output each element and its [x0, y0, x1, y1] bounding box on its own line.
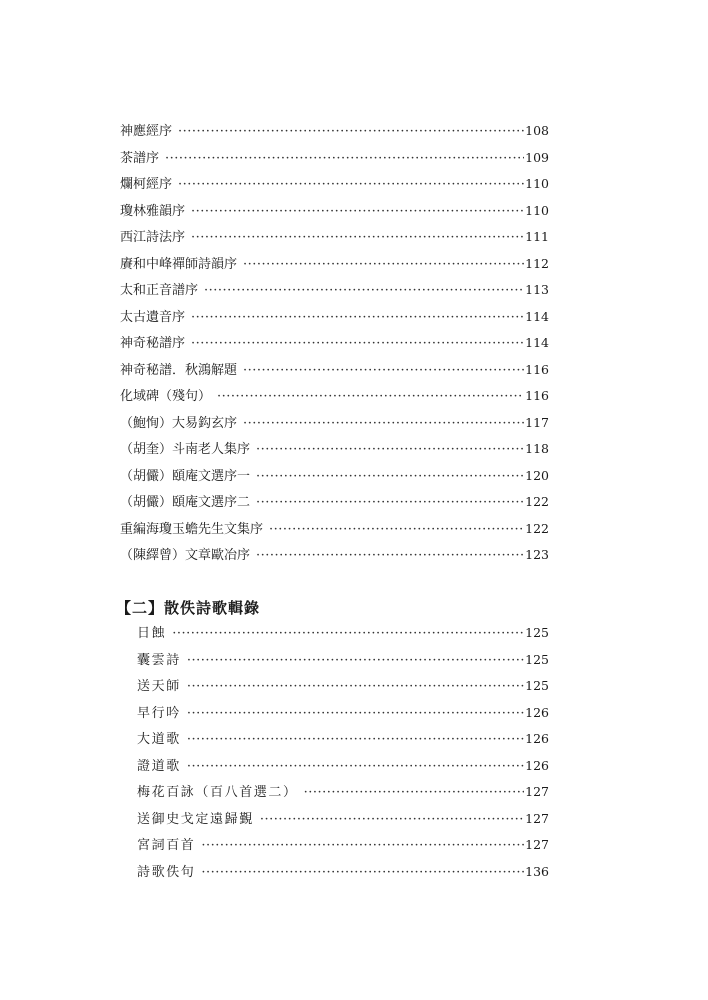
- toc-entry-title: 神奇秘譜序: [120, 336, 186, 351]
- toc-entry-page: 111: [525, 229, 549, 244]
- leader-dots: [243, 254, 524, 276]
- leader-dots: [217, 386, 524, 408]
- leader-dots: [187, 703, 524, 725]
- toc-entry: [137, 861, 549, 883]
- toc-entry-title: 大道歌: [137, 732, 181, 747]
- toc-entry-title: 神奇秘譜．秋鴻解題: [120, 362, 238, 378]
- leader-dots: [187, 729, 524, 751]
- toc-entry-page: 125: [525, 678, 549, 693]
- toc-entry-title: （胡儼）頤庵文選序二: [120, 495, 251, 510]
- toc-entry: [120, 412, 549, 434]
- toc-entry: [137, 781, 549, 803]
- leader-dots: [243, 360, 524, 382]
- toc-entry-title: 囊雲詩: [137, 652, 181, 668]
- toc-entry: [120, 306, 549, 328]
- toc-entry-page: 126: [525, 731, 549, 746]
- toc-entry: [120, 279, 549, 301]
- toc-entry: [120, 226, 549, 248]
- toc-entry: [120, 359, 549, 381]
- leader-dots: [243, 413, 524, 435]
- leader-dots: [187, 756, 524, 778]
- toc-entry-page: 117: [525, 414, 549, 430]
- toc-entry-page: 114: [525, 308, 549, 324]
- toc-entry: [120, 173, 549, 195]
- toc-entry-page: 116: [525, 361, 549, 377]
- toc-entry-page: 127: [525, 837, 549, 852]
- section-heading: 【二】散佚詩歌輯錄: [116, 599, 261, 617]
- toc-entry-page: 110: [525, 176, 549, 191]
- toc-entry: [120, 544, 549, 566]
- toc-entry: [120, 147, 549, 169]
- toc-entry: [137, 702, 549, 724]
- leader-dots: [191, 201, 524, 223]
- leader-dots: [201, 835, 524, 857]
- toc-entry: [137, 622, 549, 644]
- toc-entry-title: 太和正音譜序: [120, 283, 199, 298]
- leader-dots: [191, 333, 524, 355]
- toc-entry-page: 136: [525, 863, 549, 879]
- leader-dots: [304, 782, 525, 804]
- toc-entry-page: 125: [525, 625, 549, 640]
- toc-entry: [137, 649, 549, 671]
- leader-dots: [269, 519, 524, 541]
- leader-dots: [260, 809, 524, 831]
- toc-entry: [120, 200, 549, 222]
- leader-dots: [256, 466, 524, 488]
- toc-entry-title: 化域碑（殘句）: [120, 389, 212, 404]
- toc-entry-page: 125: [525, 651, 549, 667]
- toc-entry-page: 122: [525, 494, 549, 509]
- toc-entry: [120, 465, 549, 487]
- toc-entry-title: （鮑恂）大易鈎玄序: [120, 415, 238, 431]
- toc-entry: [137, 808, 549, 830]
- toc-entry-title: 送御史戈定遠歸覲: [137, 811, 254, 827]
- toc-entry-page: 127: [525, 784, 549, 799]
- leader-dots: [256, 545, 524, 567]
- leader-dots: [172, 623, 524, 645]
- leader-dots: [191, 307, 524, 329]
- toc-entry-title: 瓊林雅韻序: [120, 203, 186, 219]
- toc-entry-page: 126: [525, 757, 549, 773]
- toc-entry-title: 茶譜序: [120, 150, 160, 166]
- toc-entry-title: 證道歌: [137, 758, 181, 774]
- leader-dots: [201, 862, 524, 884]
- toc-entry-page: 116: [525, 388, 549, 403]
- leader-dots: [191, 227, 524, 249]
- toc-entry-page: 122: [525, 520, 549, 536]
- leader-dots: [178, 174, 524, 196]
- toc-entry: [120, 518, 549, 540]
- toc-entry: [137, 675, 549, 697]
- toc-entry: [120, 332, 549, 354]
- toc-entry: [137, 834, 549, 856]
- toc-entry-title: （胡奎）斗南老人集序: [120, 442, 251, 457]
- toc-entry-page: 114: [525, 335, 549, 350]
- toc-entry-page: 127: [525, 810, 549, 826]
- leader-dots: [256, 492, 524, 514]
- toc-entry-page: 109: [525, 149, 549, 165]
- toc-entry-page: 113: [525, 282, 549, 297]
- toc-entry-title: 日蝕: [137, 626, 167, 641]
- leader-dots: [204, 280, 524, 302]
- toc-entry-page: 126: [525, 704, 549, 720]
- toc-entry-title: 送天師: [137, 679, 181, 694]
- toc-entry: [137, 728, 549, 750]
- toc-entry: [120, 253, 549, 275]
- leader-dots: [256, 439, 524, 461]
- toc-entry-title: 爛柯經序: [120, 177, 173, 192]
- toc-entry: [120, 491, 549, 513]
- toc-entry-title: 太古遺音序: [120, 309, 186, 325]
- toc-entry-page: 120: [525, 467, 549, 483]
- toc-entry-title: （胡儼）頤庵文選序一: [120, 468, 251, 484]
- toc-entry-title: （陳繹曾）文章歐冶序: [120, 548, 251, 563]
- toc-entry-title: 重編海瓊玉蟾先生文集序: [120, 521, 264, 537]
- toc-entry-page: 112: [525, 255, 549, 271]
- leader-dots: [187, 650, 524, 672]
- toc-entry-title: 梅花百詠（百八首選二）: [137, 785, 298, 800]
- toc-entry-title: 神應經序: [120, 124, 173, 139]
- toc-entry-page: 110: [525, 202, 549, 218]
- toc-entry: [120, 438, 549, 460]
- toc-entry-title: 早行吟: [137, 705, 181, 721]
- leader-dots: [178, 121, 524, 143]
- toc-entry-page: 123: [525, 547, 549, 562]
- toc-entry: [120, 385, 549, 407]
- toc-entry: [137, 755, 549, 777]
- toc-entry-page: 108: [525, 123, 549, 138]
- toc-entry-title: 詩歌佚句: [137, 864, 196, 880]
- toc-entry-title: 宮詞百首: [137, 838, 196, 853]
- toc-entry-title: 賡和中峰禪師詩韻序: [120, 256, 238, 272]
- toc-entry-title: 西江詩法序: [120, 230, 186, 245]
- toc-entry: [120, 120, 549, 142]
- leader-dots: [165, 148, 524, 170]
- leader-dots: [187, 676, 524, 698]
- toc-entry-page: 118: [525, 441, 549, 456]
